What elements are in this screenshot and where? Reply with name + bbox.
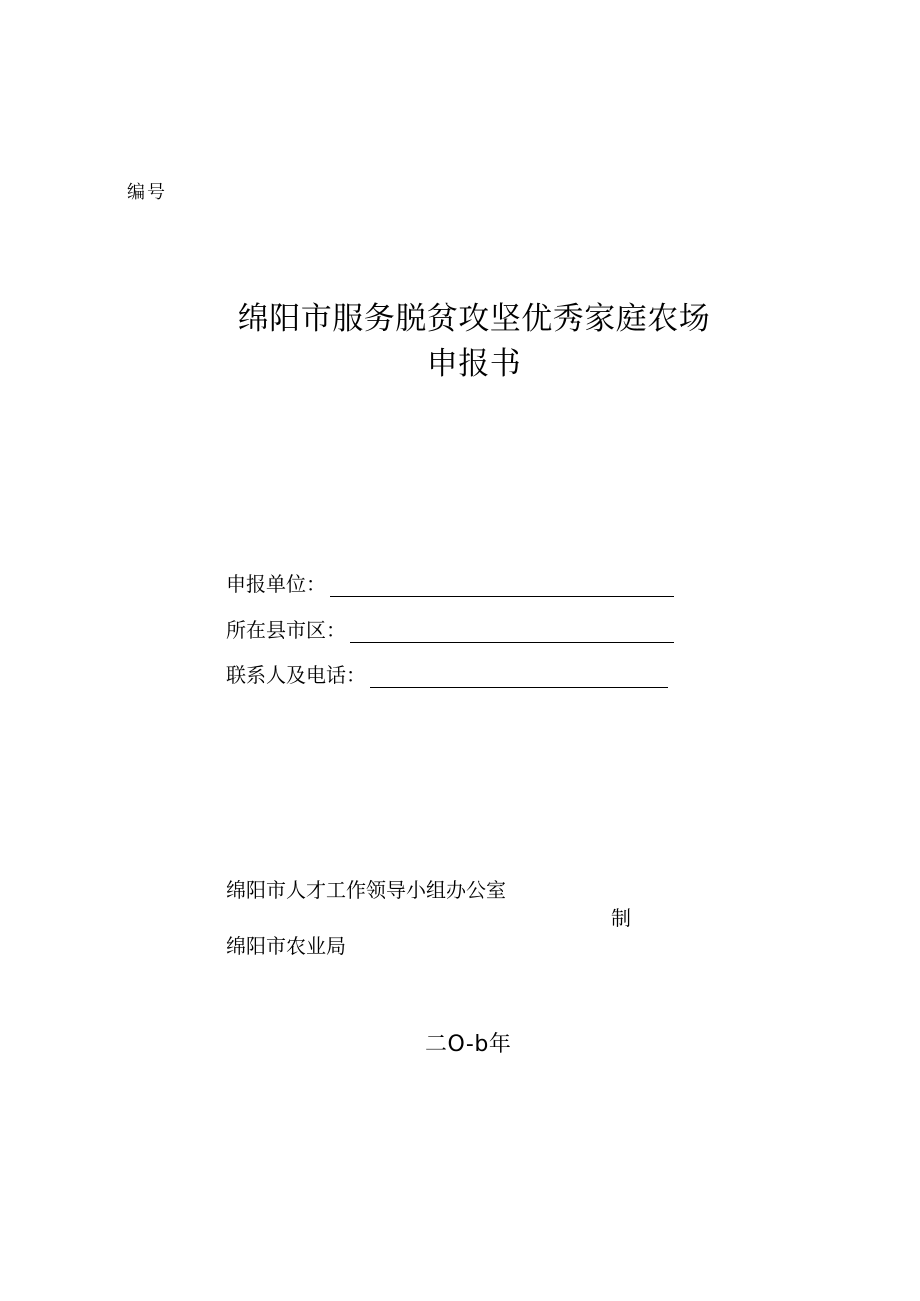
issuer-agriculture-bureau: 绵阳市农业局	[226, 934, 346, 958]
field-label-county-district: 所在县市区：	[226, 618, 346, 642]
field-county-district	[226, 614, 674, 643]
field-applicant-unit	[226, 568, 674, 597]
field-label-contact-phone: 联系人及电话：	[226, 663, 366, 687]
issuer-talent-office: 绵阳市人才工作领导小组办公室	[226, 878, 506, 902]
document-subtitle: 申报书	[426, 346, 522, 382]
document-title: 绵阳市服务脱贫攻坚优秀家庭农场	[237, 301, 711, 337]
fill-in-line-contact-phone	[370, 673, 668, 688]
serial-number-label: 编号	[127, 182, 167, 203]
fill-in-line-applicant-unit	[330, 582, 674, 597]
field-label-applicant-unit: 申报单位：	[226, 572, 326, 596]
issue-year: 二O-b年	[425, 1032, 512, 1057]
issuer-suffix: 制	[611, 906, 631, 930]
field-contact-phone	[226, 659, 668, 688]
fill-in-line-county-district	[350, 628, 674, 643]
